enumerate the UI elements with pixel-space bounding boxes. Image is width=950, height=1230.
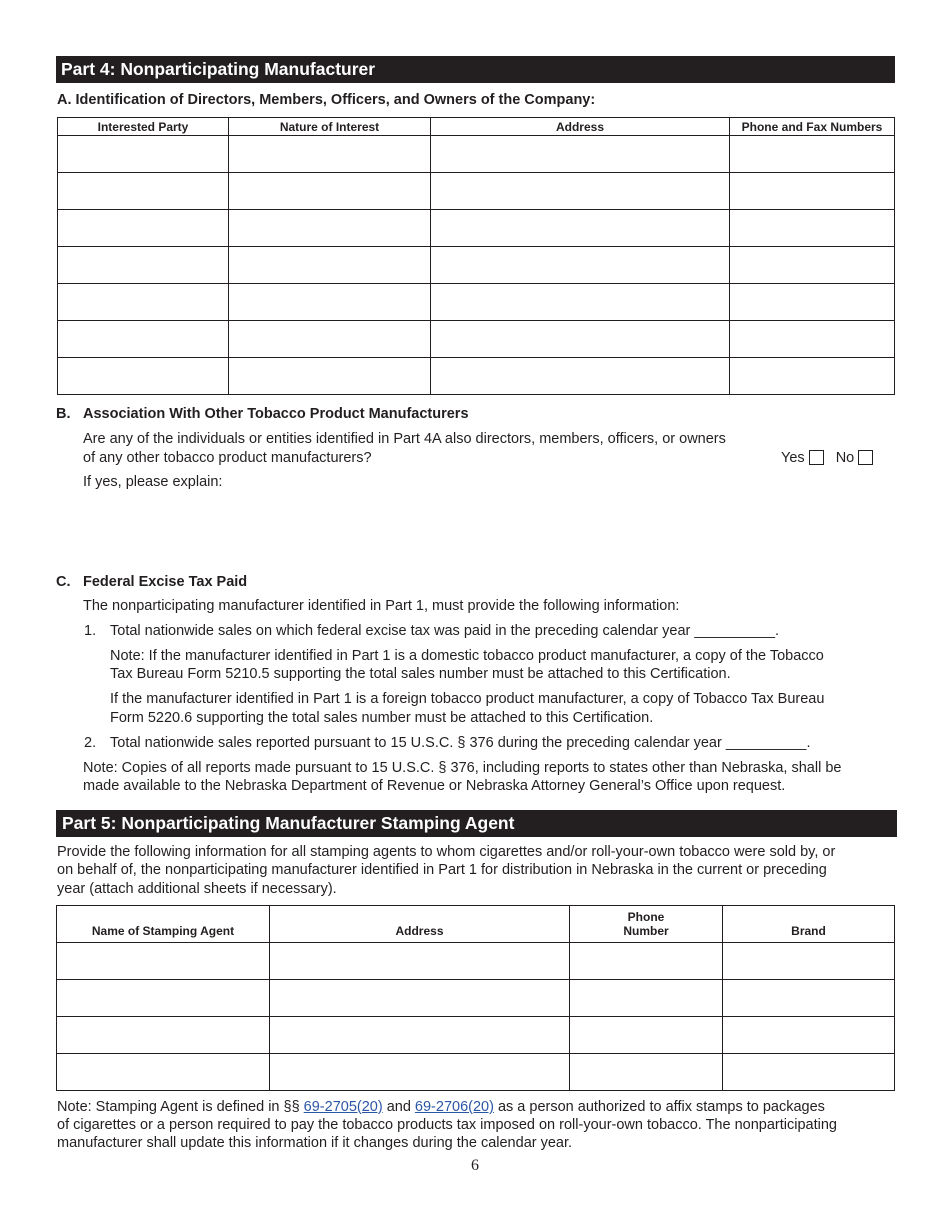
phone-fax-cell[interactable] bbox=[730, 136, 895, 173]
stamping-agent-cell[interactable] bbox=[57, 1017, 270, 1054]
page-number: 6 bbox=[471, 1157, 479, 1174]
table-row bbox=[58, 321, 895, 358]
part4-header: Part 4: Nonparticipating Manufacturer bbox=[56, 56, 895, 83]
note-and: and bbox=[382, 1099, 415, 1115]
interested-party-cell[interactable] bbox=[58, 321, 229, 358]
address-cell[interactable] bbox=[270, 943, 570, 980]
explain-label: If yes, please explain: bbox=[83, 474, 223, 490]
section-b-question-line2: of any other tobacco product manufacturers? bbox=[83, 450, 372, 466]
column-header-address: Address bbox=[270, 906, 570, 943]
table-row bbox=[57, 1054, 895, 1091]
phone-fax-cell[interactable] bbox=[730, 210, 895, 247]
section-c-intro: The nonparticipating manufacturer identified in Part 1, must provide the following information: bbox=[83, 598, 680, 614]
column-header-nature-of-interest: Nature of Interest bbox=[229, 118, 431, 136]
interested-party-cell[interactable] bbox=[58, 284, 229, 321]
table-row bbox=[58, 136, 895, 173]
stamping-agent-cell[interactable] bbox=[57, 943, 270, 980]
interested-party-cell[interactable] bbox=[58, 136, 229, 173]
note-1-line1: Note: If the manufacturer identified in Part 1 is a domestic tobacco product manufacturer, a copy of the Tobacco bbox=[110, 648, 824, 664]
section-c-title: Federal Excise Tax Paid bbox=[83, 574, 248, 590]
section-a-title: A. Identification of Directors, Members, Officers, and Owners of the Company: bbox=[57, 92, 596, 108]
part5-intro-line2: on behalf of, the nonparticipating manufacturer identified in Part 1 for distribution in Nebraska in the current or preceding bbox=[57, 862, 827, 878]
address-cell[interactable] bbox=[431, 321, 730, 358]
table-row bbox=[58, 247, 895, 284]
part5-header: Part 5: Nonparticipating Manufacturer Stamping Agent bbox=[56, 810, 897, 837]
table-row bbox=[58, 210, 895, 247]
column-header-phone-fax: Phone and Fax Numbers bbox=[730, 118, 895, 136]
note-1-line2: Tax Bureau Form 5210.5 supporting the total sales number must be attached to this Certification. bbox=[110, 666, 731, 682]
stamping-agent-cell[interactable] bbox=[57, 980, 270, 1017]
stamping-agent-table bbox=[56, 905, 895, 1091]
note-3-line2: made available to the Nebraska Department of Revenue or Nebraska Attorney General’s Office upon request. bbox=[83, 778, 786, 794]
address-cell[interactable] bbox=[270, 1017, 570, 1054]
statute-link-2706[interactable]: 69-2706(20) bbox=[414, 1099, 494, 1115]
section-b-title: Association With Other Tobacco Product Manufacturers bbox=[83, 406, 469, 422]
interested-party-cell[interactable] bbox=[58, 247, 229, 284]
address-cell[interactable] bbox=[270, 1054, 570, 1091]
phone-number-cell[interactable] bbox=[570, 1017, 723, 1054]
item-2-number: 2. bbox=[84, 735, 97, 751]
note-prefix: Note: Stamping Agent is defined in §§ bbox=[57, 1099, 304, 1115]
no-label: No bbox=[835, 450, 855, 466]
part5-intro-line3: year (attach additional sheets if necessary). bbox=[57, 881, 337, 897]
no-checkbox[interactable] bbox=[858, 450, 873, 465]
yes-no-group bbox=[781, 449, 873, 468]
part5-note-line3: manufacturer shall update this information if it changes during the calendar year. bbox=[57, 1135, 573, 1151]
nature-of-interest-cell[interactable] bbox=[229, 284, 431, 321]
section-b-question-line1: Are any of the individuals or entities identified in Part 4A also directors, members, officers, or owners bbox=[83, 431, 726, 447]
stamping-agent-cell[interactable] bbox=[57, 1054, 270, 1091]
part5-note-line1 bbox=[57, 1098, 825, 1117]
section-c-letter: C. bbox=[56, 574, 71, 590]
item-1-number: 1. bbox=[84, 623, 97, 639]
table-row bbox=[58, 173, 895, 210]
address-cell[interactable] bbox=[431, 358, 730, 395]
nature-of-interest-cell[interactable] bbox=[229, 210, 431, 247]
table-row bbox=[57, 980, 895, 1017]
phone-fax-cell[interactable] bbox=[730, 321, 895, 358]
address-cell[interactable] bbox=[431, 284, 730, 321]
column-header-stamping-agent: Name of Stamping Agent bbox=[57, 906, 270, 943]
yes-label: Yes bbox=[781, 450, 805, 466]
note-3-line1: Note: Copies of all reports made pursuant to 15 U.S.C. § 376, including reports to states other than Nebraska, shall be bbox=[83, 760, 842, 776]
note-rest: as a person authorized to affix stamps to packages bbox=[493, 1099, 825, 1115]
address-cell[interactable] bbox=[431, 173, 730, 210]
nature-of-interest-cell[interactable] bbox=[229, 321, 431, 358]
table-row bbox=[57, 1017, 895, 1054]
table-row bbox=[58, 358, 895, 395]
explain-area[interactable] bbox=[83, 495, 893, 565]
yes-checkbox[interactable] bbox=[809, 450, 824, 465]
brand-cell[interactable] bbox=[723, 1054, 895, 1091]
phone-fax-cell[interactable] bbox=[730, 173, 895, 210]
column-header-phone-number bbox=[570, 906, 723, 943]
table-row bbox=[58, 284, 895, 321]
phone-number-cell[interactable] bbox=[570, 943, 723, 980]
phone-number-cell[interactable] bbox=[570, 1054, 723, 1091]
section-b-letter: B. bbox=[56, 406, 71, 422]
part5-intro-line1: Provide the following information for all stamping agents to whom cigarettes and/or roll-your-own tobacco were sold by, or bbox=[57, 844, 836, 860]
nature-of-interest-cell[interactable] bbox=[229, 247, 431, 284]
interested-party-cell[interactable] bbox=[58, 210, 229, 247]
note-2-line1: If the manufacturer identified in Part 1 is a foreign tobacco product manufacturer, a copy of Tobacco Tax Bureau bbox=[110, 691, 825, 707]
brand-cell[interactable] bbox=[723, 980, 895, 1017]
phone-fax-cell[interactable] bbox=[730, 284, 895, 321]
phone-header-line2: Number bbox=[623, 924, 669, 938]
interested-party-cell[interactable] bbox=[58, 173, 229, 210]
part5-note-line2: of cigarettes or a person required to pay the tobacco products tax imposed on roll-your-own tobacco. The nonparticipating bbox=[57, 1117, 837, 1133]
phone-fax-cell[interactable] bbox=[730, 358, 895, 395]
note-2-line2: Form 5220.6 supporting the total sales number must be attached to this Certification. bbox=[110, 710, 654, 726]
nature-of-interest-cell[interactable] bbox=[229, 358, 431, 395]
address-cell[interactable] bbox=[431, 210, 730, 247]
address-cell[interactable] bbox=[431, 136, 730, 173]
phone-fax-cell[interactable] bbox=[730, 247, 895, 284]
interested-party-cell[interactable] bbox=[58, 358, 229, 395]
brand-cell[interactable] bbox=[723, 943, 895, 980]
nature-of-interest-cell[interactable] bbox=[229, 173, 431, 210]
phone-number-cell[interactable] bbox=[570, 980, 723, 1017]
item-2-text: Total nationwide sales reported pursuant to 15 U.S.C. § 376 during the preceding calendar year __________. bbox=[110, 735, 811, 751]
address-cell[interactable] bbox=[270, 980, 570, 1017]
column-header-address: Address bbox=[431, 118, 730, 136]
column-header-brand: Brand bbox=[723, 906, 895, 943]
column-header-interested-party: Interested Party bbox=[58, 118, 229, 136]
brand-cell[interactable] bbox=[723, 1017, 895, 1054]
item-1-text: Total nationwide sales on which federal excise tax was paid in the preceding calendar year __________. bbox=[110, 623, 780, 639]
address-cell[interactable] bbox=[431, 247, 730, 284]
phone-header-line1: Phone bbox=[627, 910, 665, 924]
interested-party-table bbox=[57, 117, 895, 395]
table-row bbox=[57, 943, 895, 980]
nature-of-interest-cell[interactable] bbox=[229, 136, 431, 173]
statute-link-2705[interactable]: 69-2705(20) bbox=[303, 1099, 383, 1115]
